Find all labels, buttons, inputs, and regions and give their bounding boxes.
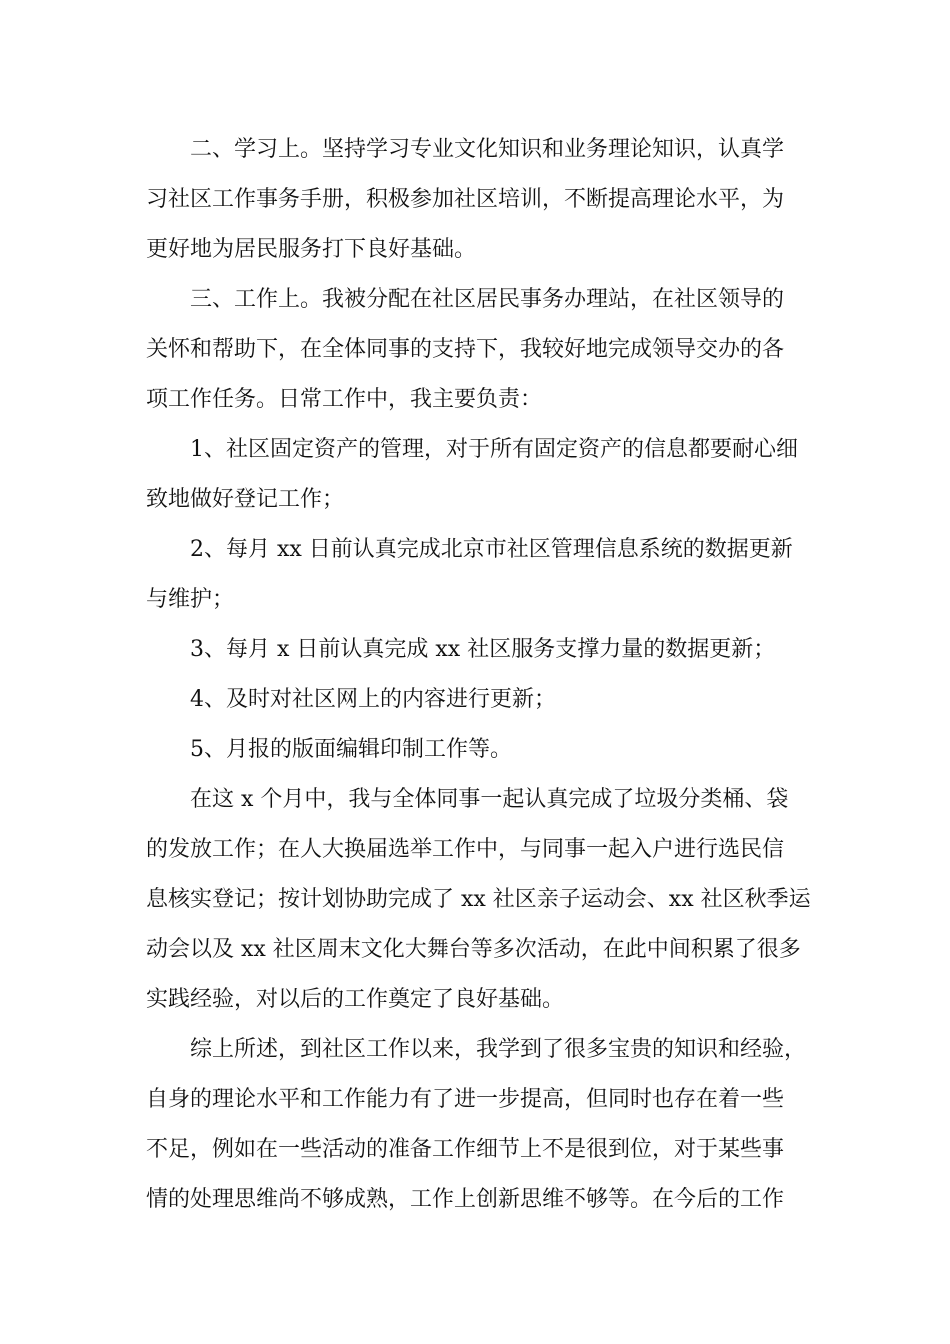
list-item-1-line-1: 1、社区固定资产的管理，对于所有固定资产的信息都要耐心细 <box>190 437 798 462</box>
paragraph-activities-line-1: 在这 x 个月中，我与全体同事一起认真完成了垃圾分类桶、袋 <box>190 787 789 812</box>
paragraph-study-line-3: 更好地为居民服务打下良好基础。 <box>146 237 477 262</box>
list-item-5: 5、月报的版面编辑印制工作等。 <box>190 737 512 762</box>
list-item-3: 3、每月 x 日前认真完成 xx 社区服务支撑力量的数据更新； <box>190 637 776 662</box>
paragraph-activities-line-2: 的发放工作；在人大换届选举工作中，与同事一起入户进行选民信 <box>146 837 785 862</box>
paragraph-activities-line-4: 动会以及 xx 社区周末文化大舞台等多次活动，在此中间积累了很多 <box>146 937 801 962</box>
paragraph-activities-line-5: 实践经验，对以后的工作奠定了良好基础。 <box>146 987 565 1012</box>
list-item-4: 4、及时对社区网上的内容进行更新； <box>190 687 556 712</box>
paragraph-work-line-3: 项工作任务。日常工作中，我主要负责： <box>146 387 543 412</box>
list-item-2-line-1: 2、每月 xx 日前认真完成北京市社区管理信息系统的数据更新 <box>190 537 793 562</box>
paragraph-summary-line-3: 不足，例如在一些活动的准备工作细节上不是很到位，对于某些事 <box>146 1137 785 1162</box>
paragraph-summary-line-1: 综上所述，到社区工作以来，我学到了很多宝贵的知识和经验， <box>190 1037 807 1062</box>
paragraph-activities-line-3: 息核实登记；按计划协助完成了 xx 社区亲子运动会、xx 社区秋季运 <box>146 887 811 912</box>
paragraph-summary-line-4: 情的处理思维尚不够成熟，工作上创新思维不够等。在今后的工作 <box>146 1187 785 1212</box>
paragraph-summary-line-2: 自身的理论水平和工作能力有了进一步提高，但同时也存在着一些 <box>146 1087 785 1112</box>
paragraph-study-line-1: 二、学习上。坚持学习专业文化知识和业务理论知识，认真学 <box>190 137 785 162</box>
list-item-1-line-2: 致地做好登记工作； <box>146 487 345 512</box>
paragraph-work-line-2: 关怀和帮助下，在全体同事的支持下，我较好地完成领导交办的各 <box>146 337 785 362</box>
list-item-2-line-2: 与维护； <box>146 587 235 612</box>
paragraph-study-line-2: 习社区工作事务手册，积极参加社区培训，不断提高理论水平，为 <box>146 187 785 212</box>
paragraph-work-line-1: 三、工作上。我被分配在社区居民事务办理站，在社区领导的 <box>190 287 785 312</box>
